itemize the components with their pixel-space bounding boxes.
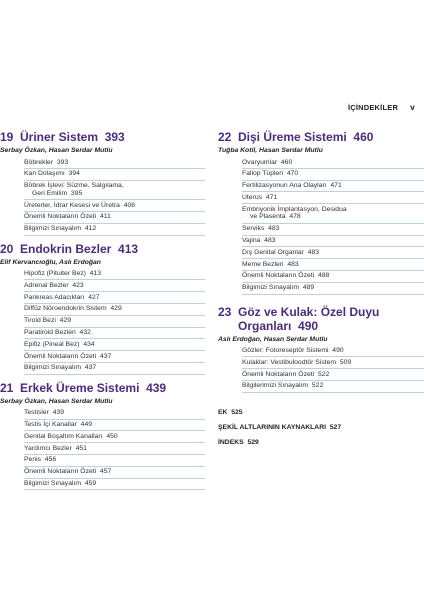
section-label: Meme Bezleri <box>242 260 284 268</box>
section-page-number: 432 <box>79 329 91 337</box>
section-page-number: 478 <box>289 213 301 221</box>
section-page-number: 412 <box>84 225 97 233</box>
section-page-number: 434 <box>83 340 95 348</box>
section-page-number: 470 <box>286 170 299 178</box>
chapter-page-number: 490 <box>298 318 319 333</box>
section-label: Önemli Noktaların Özeti <box>24 213 97 221</box>
section-entry[interactable] <box>24 224 205 236</box>
back-matter-page-number: 527 <box>329 423 342 431</box>
section-entry[interactable] <box>242 204 424 224</box>
chapter-entry[interactable] <box>218 305 424 393</box>
section-entry[interactable] <box>24 455 205 467</box>
chapter-entry[interactable] <box>0 242 205 375</box>
section-entry[interactable] <box>242 247 424 259</box>
section-label: Önemli Noktaların Özeti <box>24 352 97 360</box>
section-page-number: 429 <box>110 305 122 313</box>
section-entry[interactable] <box>24 479 205 491</box>
section-label: Üreterler, İdrar Kesesi ve Üretra <box>24 201 120 209</box>
section-page-number: 456 <box>44 456 57 464</box>
running-head-title: İÇİNDEKİLER <box>347 103 399 112</box>
chapter-number: 23 <box>218 304 232 319</box>
section-page-number: 395 <box>70 189 83 197</box>
chapter-authors: Serbay Özkan, Hasan Serdar Mutlu <box>0 397 113 405</box>
section-list <box>218 157 424 295</box>
section-entry[interactable] <box>24 431 205 443</box>
section-page-number: 483 <box>287 260 299 268</box>
section-entry[interactable] <box>242 369 424 381</box>
section-page-number: 457 <box>99 468 112 476</box>
chapter-heading[interactable] <box>0 130 205 144</box>
chapter-page-number: 413 <box>118 241 139 256</box>
section-label: Vajina <box>242 237 261 245</box>
section-entry[interactable] <box>242 157 424 169</box>
section-page-number: 509 <box>339 358 352 366</box>
section-label: Hipofiz (Pituiter Bez) <box>24 270 86 278</box>
section-label: Kulaklar: Vestibuloodtör Sistem <box>242 358 337 366</box>
section-entry[interactable] <box>242 224 424 236</box>
chapter-page-number: 393 <box>104 130 125 144</box>
section-label: Önemli Noktaların Özeti <box>242 370 315 378</box>
section-label: Gözler: Fotoreseptör Sistemi <box>242 347 329 355</box>
section-entry[interactable] <box>24 351 205 363</box>
section-label: Testisler <box>24 409 49 417</box>
section-page-number: 522 <box>311 382 324 390</box>
section-entry[interactable] <box>24 467 205 479</box>
chapter-authors: Elif Kervancıoğlu, Aslı Erdoğan <box>0 258 101 266</box>
section-label: Böbrek İşlevi: Süzme, Salgılama, <box>24 182 124 190</box>
section-label: Fallop Tüpleri <box>242 170 284 178</box>
section-label: Diffüz Nöroendokrin Sistem <box>24 305 107 313</box>
chapter-entry[interactable] <box>0 130 205 236</box>
section-entry[interactable] <box>242 357 424 369</box>
chapter-number: 20 <box>0 241 14 256</box>
section-entry[interactable] <box>24 339 205 351</box>
chapter-title[interactable] <box>20 130 205 144</box>
section-label: Bilgilerimizi Sınayalım <box>242 382 309 390</box>
section-page-number: 483 <box>264 237 276 245</box>
section-label: Kan Dolaşımı <box>24 170 65 178</box>
chapter-title-line1: Göz ve Kulak: Özel Duyu <box>238 304 380 319</box>
section-entry[interactable] <box>24 420 205 432</box>
chapter-title-line2: Organları <box>238 318 292 333</box>
section-label: Önemli Noktaların Özeti <box>242 272 315 280</box>
section-label: Fertilizasyonun Ana Olayları <box>242 182 327 190</box>
section-page-number: 437 <box>84 364 97 372</box>
section-entry[interactable] <box>24 269 205 281</box>
section-page-number: 522 <box>317 370 330 378</box>
toc-right-column <box>218 130 424 454</box>
section-label: Tiroid Bezi <box>24 317 56 325</box>
section-page-number: 394 <box>68 170 80 178</box>
back-matter-label: ŞEKİL ALTLARININ KAYNAKLARI <box>218 423 326 431</box>
section-entry[interactable] <box>242 236 424 248</box>
section-entry[interactable] <box>242 192 424 204</box>
chapter-page-number: 439 <box>146 380 167 395</box>
section-label: Adrenal Bezler <box>24 281 69 289</box>
section-entry[interactable] <box>24 363 205 375</box>
section-page-number: 449 <box>80 421 93 429</box>
chapter-heading[interactable] <box>218 130 424 144</box>
section-entry[interactable] <box>24 169 205 181</box>
section-entry[interactable] <box>24 408 205 420</box>
section-label: Testis İçi Kanallar <box>24 421 77 429</box>
section-page-number: 450 <box>106 432 118 440</box>
section-entry[interactable] <box>24 200 205 212</box>
back-matter <box>218 409 424 446</box>
section-page-number: 451 <box>75 444 87 452</box>
chapter-title-text: Üriner Sistem <box>20 130 99 144</box>
section-entry[interactable] <box>24 181 205 201</box>
section-page-number: 460 <box>280 158 293 166</box>
running-head <box>348 102 415 112</box>
chapter-authors: Aslı Erdoğan, Hasan Serdar Mutlu <box>218 335 328 343</box>
section-list <box>0 269 205 375</box>
section-label-cont-text: Geri Emilim <box>32 189 68 197</box>
section-list <box>218 346 424 393</box>
section-page-number: 459 <box>84 480 97 488</box>
section-entry[interactable] <box>24 280 205 292</box>
section-label-cont-text: ve Plasenta <box>250 213 286 221</box>
back-matter-entry[interactable] <box>218 409 424 416</box>
section-label: Yardımcı Bezler <box>24 444 72 452</box>
section-entry[interactable] <box>24 292 205 304</box>
section-entry[interactable] <box>24 157 205 169</box>
chapter-number: 19 <box>0 130 14 144</box>
chapter-title[interactable] <box>238 305 424 333</box>
section-page-number: 471 <box>265 193 278 201</box>
section-page-number: 393 <box>56 158 69 166</box>
section-entry[interactable] <box>242 283 424 295</box>
section-entry[interactable] <box>242 271 424 283</box>
chapter-authors: Tuğba Kotil, Hasan Serdar Mutlu <box>218 147 323 154</box>
section-page-number: 483 <box>268 225 280 233</box>
chapter-authors: Serbay Özkan, Hasan Serdar Mutlu <box>0 147 113 154</box>
section-label: Uterus <box>242 193 263 201</box>
section-page-number: 483 <box>307 248 320 256</box>
section-label: Böbrekler <box>24 158 54 166</box>
chapter-entry[interactable] <box>0 381 205 491</box>
chapter-heading[interactable] <box>0 242 205 256</box>
section-page-number: 490 <box>332 347 344 355</box>
section-label: Ovaryumlar <box>242 158 278 166</box>
section-entry[interactable] <box>242 259 424 271</box>
section-label: Epifiz (Pineal Bez) <box>24 340 80 348</box>
section-label: Paratiroid Bezleri <box>24 329 76 337</box>
section-entry[interactable] <box>242 181 424 193</box>
section-label: Bilgimizi Sınayalım <box>24 225 82 233</box>
back-matter-entry[interactable] <box>218 439 424 446</box>
section-page-number: 489 <box>302 284 315 292</box>
chapter-title-text: Erkek Üreme Sistemi <box>20 380 140 395</box>
section-label: Bilgimizi Sınayalım <box>242 284 300 292</box>
section-page-number: 429 <box>59 317 71 325</box>
running-head-page-number: v <box>410 102 415 112</box>
section-entry[interactable] <box>24 212 205 224</box>
section-label: Önemli Noktaların Özeti <box>24 468 97 476</box>
chapter-title-text: Endokrin Bezler <box>20 241 112 256</box>
back-matter-page-number: 529 <box>247 438 259 446</box>
toc-left-column <box>0 130 205 490</box>
section-entry[interactable] <box>24 304 205 316</box>
chapter-title[interactable] <box>20 242 205 256</box>
section-page-number: 423 <box>72 281 84 289</box>
section-page-number: 411 <box>99 213 111 221</box>
back-matter-label: EK <box>218 408 228 416</box>
section-page-number: 488 <box>317 272 330 280</box>
section-label: Pankreas Adacıkları <box>24 293 85 301</box>
back-matter-label: İNDEKS <box>218 438 244 446</box>
back-matter-entry[interactable] <box>218 424 424 431</box>
section-list <box>0 157 205 236</box>
section-label: Dış Genital Organlar <box>242 248 304 256</box>
section-list <box>0 408 205 491</box>
section-page-number: 406 <box>123 201 136 209</box>
chapter-title[interactable] <box>238 130 424 144</box>
section-entry[interactable] <box>242 381 424 393</box>
back-matter-page-number: 525 <box>231 408 243 416</box>
section-entry[interactable] <box>24 328 205 340</box>
section-label-continuation <box>242 213 424 221</box>
section-label: Genital Boşaltım Kanalları <box>24 432 103 440</box>
chapter-heading[interactable] <box>218 305 424 333</box>
section-label-continuation <box>24 190 205 198</box>
section-page-number: 471 <box>330 182 342 190</box>
section-page-number: 413 <box>89 270 102 278</box>
section-entry[interactable] <box>242 169 424 181</box>
chapter-number: 21 <box>0 380 14 395</box>
section-page-number: 427 <box>88 293 100 301</box>
section-label: Penis <box>24 456 42 464</box>
section-label: Bilgimizi Sınayalım <box>24 480 82 488</box>
section-entry[interactable] <box>242 346 424 358</box>
chapter-heading[interactable] <box>0 381 205 395</box>
chapter-number: 22 <box>218 130 232 144</box>
section-page-number: 439 <box>52 409 65 417</box>
section-label: Bilgimizi Sınayalım <box>24 364 82 372</box>
section-entry[interactable] <box>24 443 205 455</box>
chapter-title-text: Dişi Üreme Sistemi <box>238 130 347 144</box>
section-page-number: 437 <box>99 352 112 360</box>
chapter-title[interactable] <box>20 381 205 395</box>
section-entry[interactable] <box>24 316 205 328</box>
chapter-page-number: 460 <box>353 130 374 144</box>
section-label: Embriyonik İmplantasyon, Desidua <box>242 205 347 213</box>
chapter-entry[interactable] <box>218 130 424 295</box>
section-label: Serviks <box>242 225 265 233</box>
